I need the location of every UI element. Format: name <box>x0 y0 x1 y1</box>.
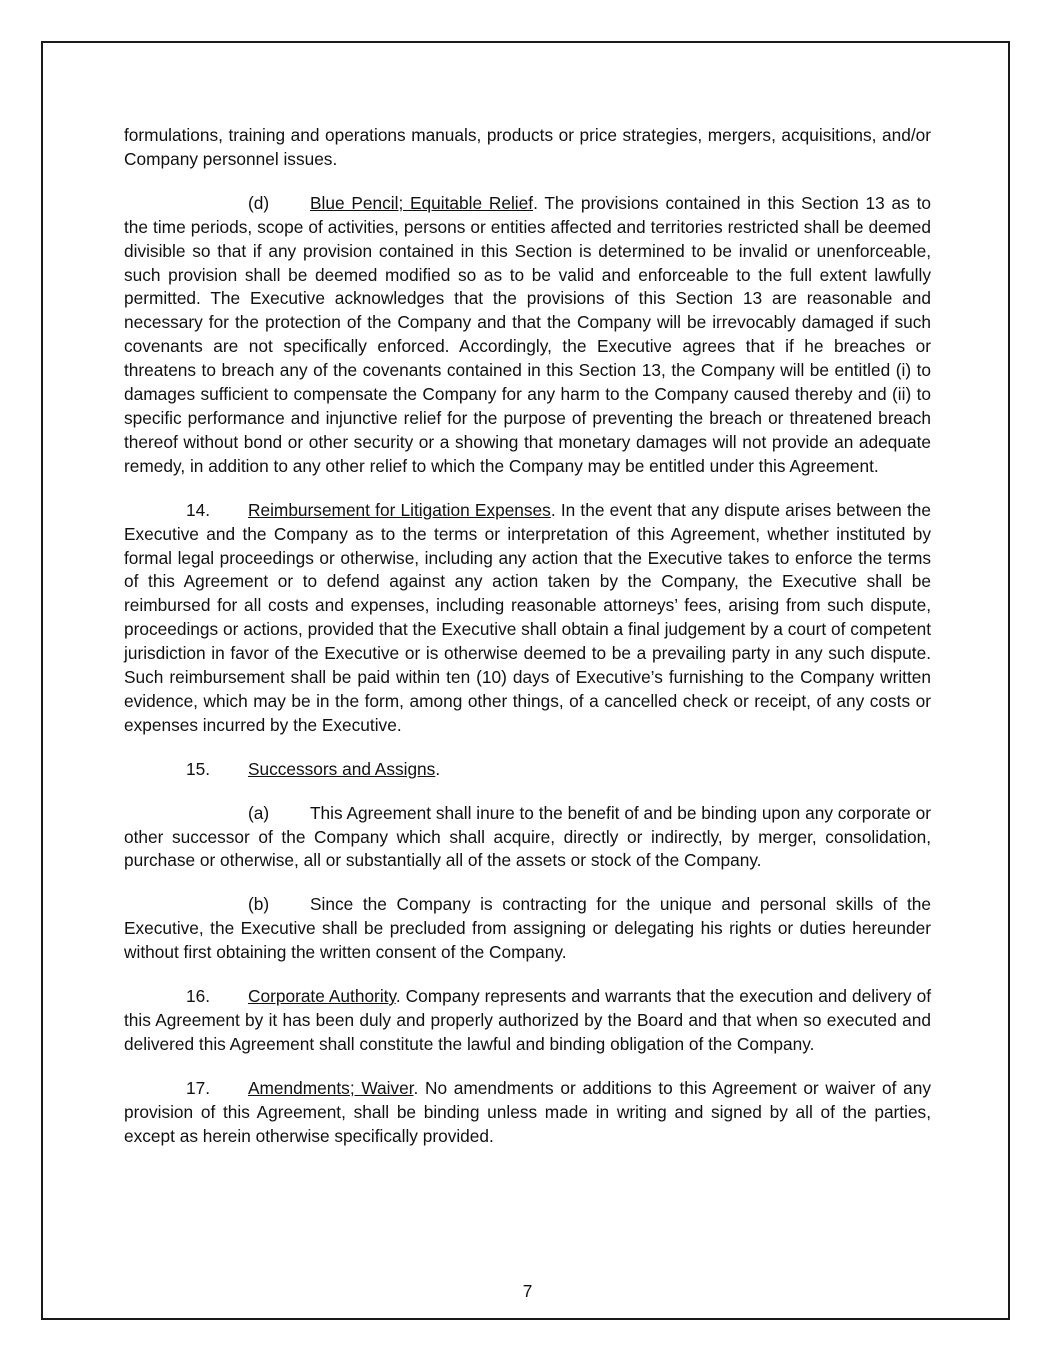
section-14-heading: Reimbursement for Litigation Expenses <box>248 499 551 520</box>
section-15b-text: Since the Company is contracting for the unique and personal skills of the Executive, the Executive shall be precluded from assigning or delegating his rights or duties hereunder without first obtaining the written consent of the Company. <box>124 894 931 963</box>
section-13d-heading: Blue Pencil; Equitable Relief <box>310 192 534 213</box>
section-15b-label: (b) <box>248 894 270 915</box>
section-13d-label: (d) <box>248 192 270 213</box>
section-14-paragraph <box>124 499 931 738</box>
section-15a-label: (a) <box>248 802 270 823</box>
section-16-paragraph <box>124 985 931 1057</box>
section-13d-paragraph <box>124 192 931 479</box>
section-15-paragraph <box>124 758 931 782</box>
section-15-number: 15. <box>186 758 211 779</box>
intro-paragraph: formulations, training and operations manuals, products or price strategies, mergers, acquisitions, and/or Company personnel issues. <box>124 125 931 169</box>
section-15a-paragraph <box>124 802 931 874</box>
section-15-heading: Successors and Assigns <box>248 758 436 779</box>
section-17-heading: Amendments; Waiver <box>248 1077 414 1098</box>
section-16-heading: Corporate Authority <box>248 986 396 1007</box>
section-13d-text: . The provisions contained in this Section 13 as to the time periods, scope of activities, persons or entities affected and territories restricted shall be deemed divisible so that if any provision contained in this Section is determined to be invalid or unenforceable, such provision shall be deemed modified so as to be valid and enforceable to the full extent lawfully permitted. The Executive acknowledges that the provisions of this Section 13 are reasonable and necessary for the protection of the Company and that the Company will be irrevocably damaged if such covenants are not specifically enforced. Accordingly, the Executive agrees that if he breaches or threatens to breach any of the covenants contained in this Section 13, the Company will be entitled (i) to damages sufficient to compensate the Company for any harm to the Company caused thereby and (ii) to specific performance and injunctive relief for the purpose of preventing the breach or threatened breach thereof without bond or other security or a showing that monetary damages will not provide an adequate remedy, in addition to any other relief to which the Company may be entitled under this Agreement. <box>124 192 931 476</box>
section-15b-paragraph <box>124 893 931 965</box>
section-14-text: . In the event that any dispute arises between the Executive and the Company as to the terms or interpretation of this Agreement, whether instituted by formal legal proceedings or otherwise, including any action that the Executive takes to enforce the terms of this Agreement or to defend against any action taken by the Company, the Executive shall be reimbursed for all costs and expenses, including reasonable attorneys’ fees, arising from such dispute, proceedings or actions, provided that the Executive shall obtain a final judgement by a court of competent jurisdiction in favor of the Executive or is otherwise deemed to be a prevailing party in any such dispute. Such reimbursement shall be paid within ten (10) days of Executive’s furnishing to the Company written evidence, which may be in the form, among other things, of a cancelled check or receipt, of any costs or expenses incurred by the Executive. <box>124 499 931 735</box>
section-17-number: 17. <box>186 1077 211 1098</box>
document-body <box>124 124 931 1169</box>
section-16-number: 16. <box>186 986 211 1007</box>
section-17-text: . No amendments or additions to this Agreement or waiver of any provision of this Agreement, shall be binding unless made in writing and signed by all of the parties, except as herein otherwise specifically provided. <box>124 1077 932 1146</box>
section-15a-text: This Agreement shall inure to the benefit of and be binding upon any corporate or other successor of the Company which shall acquire, directly or indirectly, by merger, consolidation, purchase or otherwise, all or substantially all of the assets or stock of the Company. <box>124 802 931 871</box>
section-15-text: . <box>435 758 441 779</box>
section-16-text: . Company represents and warrants that the execution and delivery of this Agreement by it has been duly and properly authorized by the Board and that when so executed and delivered this Agreement shall constitute the lawful and binding obligation of the Company. <box>124 986 931 1054</box>
section-14-number: 14. <box>186 499 211 520</box>
page-number: 7 <box>522 1281 533 1301</box>
section-17-paragraph <box>124 1077 931 1149</box>
